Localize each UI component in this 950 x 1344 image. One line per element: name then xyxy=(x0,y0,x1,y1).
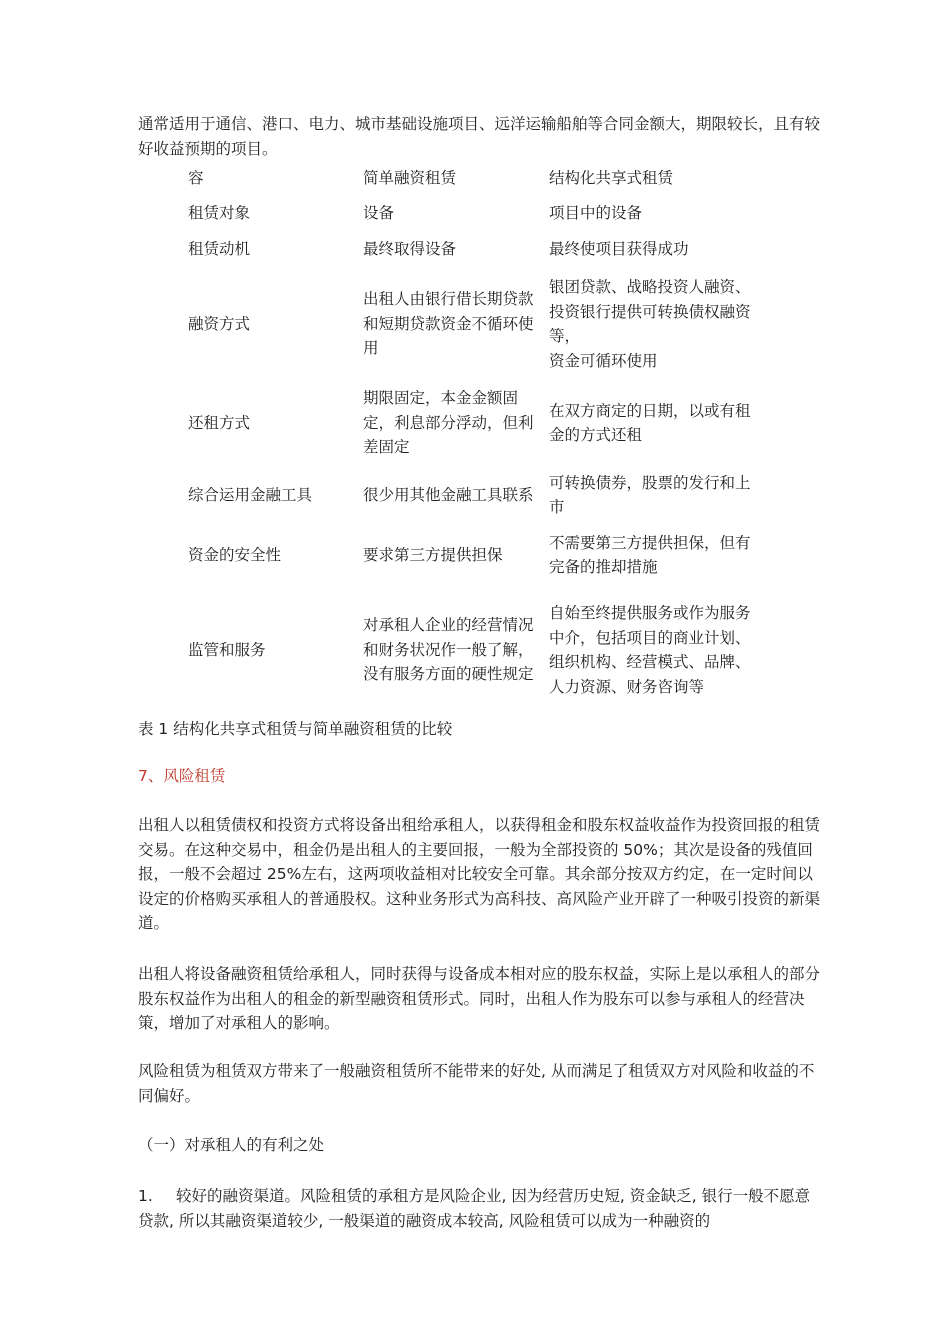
table-cell: 要求第三方提供担保 xyxy=(363,545,503,564)
table-row xyxy=(188,267,764,381)
table-row xyxy=(188,585,764,715)
table-row xyxy=(188,381,764,465)
table-cell: 监管和服务 xyxy=(188,640,266,659)
table-cell: 对承租人企业的经营情况和财务状况作一般了解，没有服务方面的硬性规定 xyxy=(363,616,534,684)
comparison-table xyxy=(188,162,764,715)
table-cell: 期限固定，本金金额固定，利息部分浮动，但利差固定 xyxy=(363,389,534,457)
section-heading: 7、风险租赁 xyxy=(138,767,226,785)
table-row xyxy=(188,525,764,585)
table-cell: 出租人由银行借长期贷款和短期贷款资金不循环使用 xyxy=(363,290,534,358)
table-row xyxy=(188,195,764,231)
table-row xyxy=(188,231,764,267)
table-caption: 表 1 结构化共享式租赁与简单融资租赁的比较 xyxy=(138,720,453,738)
table-cell: 自始至终提供服务或作为服务中介，包括项目的商业计划、组织机构、经营模式、品牌、人力资源、财务咨询等 xyxy=(549,604,751,696)
list-item-text: 较好的融资渠道。风险租赁的承租方是风险企业, 因为经营历史短, 资金缺乏, 银行一般不愿意贷款, 所以其融资渠道较少, 一般渠道的融资成本较高, 风险租赁可以成为一种融资的 xyxy=(138,1187,811,1230)
intro-paragraph: 通常适用于通信、港口、电力、城市基础设施项目、远洋运输船舶等合同金额大，期限较长，且有较好收益预期的项目。 xyxy=(138,115,821,158)
table-row xyxy=(188,465,764,525)
table-cell: 很少用其他金融工具联系 xyxy=(363,485,534,504)
table-cell: 最终取得设备 xyxy=(363,239,457,258)
body-paragraph: 出租人以租赁债权和投资方式将设备出租给承租人，以获得租金和股东权益收益作为投资回报的租赁交易。在这种交易中，租金仍是出租人的主要回报，一般为全部投资的 50%；其次是设备的残值回报，一般不会超过 25%左右，这两项收益相对比较安全可靠。其余部分按双方约定，在一定时间以设定的价格购买承租人的普通股权。这种业务形式为高科技、高风险产业开辟了一种吸引投资的新渠道。 xyxy=(138,816,821,932)
table-cell: 可转换债券，股票的发行和上市 xyxy=(549,473,751,516)
table-cell: 不需要第三方提供担保，但有完备的推却措施 xyxy=(549,533,751,576)
table-cell: 综合运用金融工具 xyxy=(188,485,313,504)
body-paragraph: 风险租赁为租赁双方带来了一般融资租赁所不能带来的好处, 从而满足了租赁双方对风险和收益的不同偏好。 xyxy=(138,1062,815,1105)
table-cell: 项目中的设备 xyxy=(549,203,643,222)
table-cell: 租赁动机 xyxy=(188,239,251,258)
table-header-cell: 容 xyxy=(188,169,204,188)
table-cell: 设备 xyxy=(363,203,395,222)
table-cell: 银团贷款、战略投资人融资、投资银行提供可转换债权融资等， 资金可循环使用 xyxy=(549,278,751,370)
table-header-row xyxy=(188,162,764,195)
table-cell: 租赁对象 xyxy=(188,203,251,222)
list-item-number: 1. xyxy=(138,1187,153,1205)
list-item xyxy=(138,1184,822,1233)
table-cell: 融资方式 xyxy=(188,314,251,333)
table-cell: 最终使项目获得成功 xyxy=(549,239,689,258)
table-cell: 资金的安全性 xyxy=(188,545,282,564)
body-paragraph: 出租人将设备融资租赁给承租人，同时获得与设备成本相对应的股东权益，实际上是以承租人的部分股东权益作为出租人的租金的新型融资租赁形式。同时，出租人作为股东可以参与承租人的经营决策，增加了对承租人的影响。 xyxy=(138,965,821,1032)
table-header-cell: 简单融资租赁 xyxy=(363,169,457,188)
table-cell: 还租方式 xyxy=(188,413,251,432)
subheading: （一）对承租人的有利之处 xyxy=(138,1136,325,1154)
table-header-cell: 结构化共享式租赁 xyxy=(549,169,674,188)
table-cell: 在双方商定的日期，以或有租金的方式还租 xyxy=(549,401,751,444)
